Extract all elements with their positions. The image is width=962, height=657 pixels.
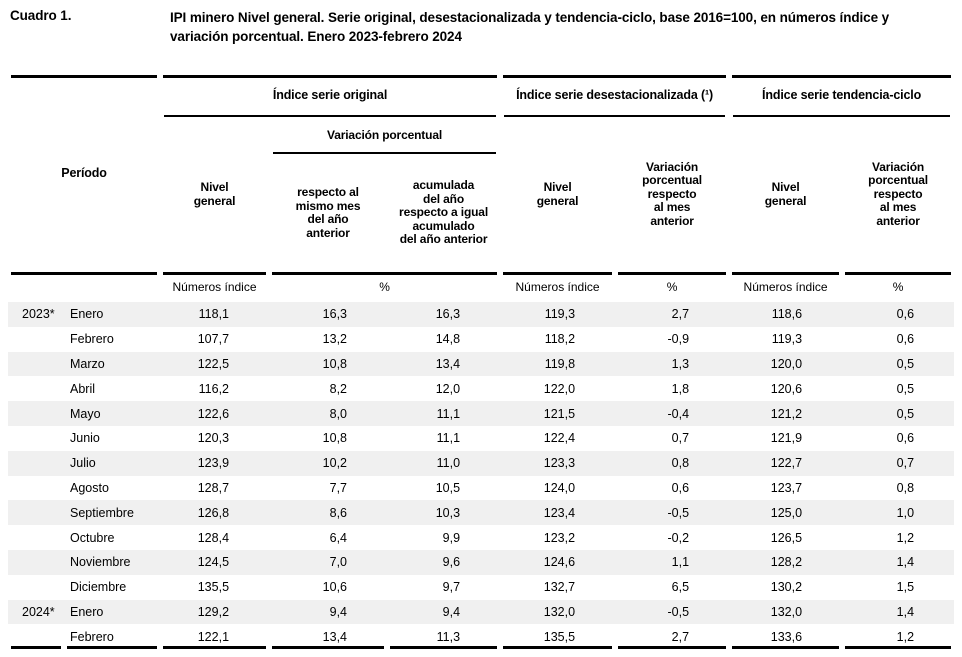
cell-value: -0,2 <box>667 530 690 545</box>
cell-value: 0,5 <box>896 381 915 396</box>
cell-value: 123,7 <box>770 480 803 495</box>
cell-value: 1,3 <box>671 356 690 371</box>
cell-value: 2,7 <box>615 624 729 649</box>
cell-value: 14,8 <box>435 332 461 347</box>
cell-value: 1,8 <box>671 381 690 396</box>
table-row <box>8 327 954 352</box>
cell-value: -0,5 <box>667 505 690 520</box>
cell-year <box>8 327 64 352</box>
cell-value: 124,6 <box>543 555 576 570</box>
units-empty-cell <box>8 272 160 302</box>
cell-value: 12,0 <box>435 381 461 396</box>
cell-value: 122,5 <box>197 356 230 371</box>
cell-value: 118,1 <box>198 307 230 322</box>
table-row <box>8 376 954 401</box>
table-number-label: Cuadro 1. <box>10 8 72 23</box>
table-row <box>8 624 954 649</box>
cell-value: 0,8 <box>896 480 915 495</box>
cell-year: 2023* <box>22 307 55 322</box>
cell-value: 121,5 <box>543 406 576 421</box>
cell-value: 121,9 <box>770 431 803 446</box>
cell-value: 123,9 <box>197 456 230 471</box>
table-row <box>8 302 954 327</box>
cell-value: 122,1 <box>160 624 269 649</box>
col-header-nivel-general-original: Nivel general <box>193 180 236 208</box>
cell-year <box>8 451 64 476</box>
col-header-nivel-general-desestacionalizada: Nivel general <box>536 180 579 208</box>
group-header-original: Índice serie original <box>160 75 500 117</box>
cell-value: 122,7 <box>770 456 803 471</box>
cell-month: Enero <box>70 604 104 619</box>
cell-value: 8,0 <box>329 406 348 421</box>
cell-year <box>8 376 64 401</box>
group-header-desestacionalizada: Índice serie desestacionalizada (¹) <box>500 75 729 117</box>
cell-value: 9,6 <box>442 555 461 570</box>
cell-year <box>8 500 64 525</box>
cell-year <box>8 575 64 600</box>
cell-value: 132,7 <box>543 580 576 595</box>
cell-value: 0,5 <box>896 406 915 421</box>
ipi-minero-table <box>8 75 954 649</box>
cell-value: 1,1 <box>671 555 690 570</box>
units-percent-desestacionalizada: % <box>615 272 729 302</box>
cell-month: Julio <box>70 456 96 471</box>
table-row <box>8 500 954 525</box>
cell-year <box>8 426 64 451</box>
cell-value: 133,6 <box>729 624 842 649</box>
cell-value: 0,6 <box>671 480 690 495</box>
cell-month: Septiembre <box>70 505 134 520</box>
cell-year <box>8 401 64 426</box>
cell-value: 10,3 <box>435 505 461 520</box>
table-title: IPI minero Nivel general. Serie original, desestacionalizada y tendencia-ciclo, base 2016=100, en números índice y variación porcentual. Enero 2023-febrero 2024 <box>170 10 890 44</box>
units-numeros-indice-desestacionalizada: Números índice <box>500 272 615 302</box>
cell-value: 0,6 <box>896 431 915 446</box>
cell-value: 120,0 <box>770 356 803 371</box>
cell-value: 119,3 <box>544 307 576 322</box>
group-header-tendencia: Índice serie tendencia-ciclo <box>729 75 954 117</box>
cell-year <box>8 352 64 377</box>
cell-value: 122,6 <box>197 406 230 421</box>
cell-value: 2,7 <box>671 307 690 322</box>
group-header-row <box>8 75 954 117</box>
cell-value: 10,2 <box>322 456 348 471</box>
col-header-variacion-tendencia: Variación porcentual respecto al mes anterior <box>868 159 928 228</box>
cell-month: Junio <box>70 431 100 446</box>
cell-value: 120,3 <box>197 431 230 446</box>
cell-year <box>8 550 64 575</box>
cell-month: Octubre <box>70 530 115 545</box>
table-row <box>8 600 954 625</box>
cell-value: 129,2 <box>197 604 230 619</box>
cell-value: 125,0 <box>770 505 803 520</box>
cell-month: Marzo <box>70 356 105 371</box>
cell-value: 126,5 <box>770 530 803 545</box>
units-numeros-indice-original: Números índice <box>160 272 269 302</box>
cell-value: 122,4 <box>543 431 576 446</box>
table-row <box>8 426 954 451</box>
cell-value: 126,8 <box>197 505 230 520</box>
cell-value: 123,4 <box>543 505 576 520</box>
cell-value: 135,5 <box>197 580 230 595</box>
cell-value: 1,2 <box>896 530 915 545</box>
cell-value: -0,9 <box>667 332 690 347</box>
cell-value: 121,2 <box>770 406 803 421</box>
units-percent-tendencia: % <box>842 272 954 302</box>
cell-value: 135,5 <box>500 624 615 649</box>
cell-value: 107,7 <box>197 332 230 347</box>
table-row <box>8 352 954 377</box>
cell-value: 10,8 <box>322 431 348 446</box>
cell-value: 9,4 <box>329 604 348 619</box>
cell-value: 128,2 <box>770 555 803 570</box>
cell-month: Mayo <box>70 406 101 421</box>
table-row <box>8 550 954 575</box>
cell-month: Noviembre <box>70 555 131 570</box>
cell-value: 0,5 <box>896 356 915 371</box>
cell-value: 122,0 <box>543 381 576 396</box>
cell-value: 16,3 <box>435 307 461 322</box>
cell-value: 13,4 <box>435 356 461 371</box>
cell-value: 128,4 <box>197 530 230 545</box>
cell-value: 123,3 <box>543 456 576 471</box>
col-header-nivel-general-tendencia: Nivel general <box>764 180 807 208</box>
cell-value: 1,5 <box>896 580 915 595</box>
cell-value: 10,6 <box>322 580 348 595</box>
cell-value: 7,0 <box>329 555 348 570</box>
cell-value: 132,0 <box>770 604 803 619</box>
cell-value: 1,0 <box>896 505 915 520</box>
cell-value: 6,5 <box>671 580 690 595</box>
cell-value: 119,3 <box>771 332 803 347</box>
cell-value: 1,4 <box>896 604 915 619</box>
cell-value: 11,1 <box>436 406 461 421</box>
cell-value: 123,2 <box>543 530 576 545</box>
cell-month: Febrero <box>64 624 160 649</box>
cell-month: Diciembre <box>70 580 127 595</box>
table-row <box>8 525 954 550</box>
units-percent-original: % <box>269 272 500 302</box>
cell-month: Febrero <box>70 332 114 347</box>
cell-value: 1,4 <box>896 555 915 570</box>
table-body <box>8 302 954 649</box>
col-header-acumulada: acumulada del año respecto a igual acumulado del año anterior <box>399 178 489 247</box>
units-numeros-indice-tendencia: Números índice <box>729 272 842 302</box>
cell-value: 0,6 <box>896 332 915 347</box>
cell-value: 9,7 <box>442 580 461 595</box>
cell-value: 0,6 <box>896 307 915 322</box>
cell-value: 11,1 <box>436 431 461 446</box>
units-row <box>8 272 954 302</box>
cell-value: 130,2 <box>770 580 803 595</box>
cell-value: 8,2 <box>329 381 348 396</box>
cell-value: 13,2 <box>322 332 348 347</box>
table-row <box>8 451 954 476</box>
col-header-variacion-desestacionalizada: Variación porcentual respecto al mes anterior <box>642 159 702 228</box>
cell-value: 16,3 <box>322 307 348 322</box>
cell-year <box>8 624 64 649</box>
cell-value: 132,0 <box>543 604 576 619</box>
cell-value: 9,9 <box>442 530 461 545</box>
cell-value: 6,4 <box>329 530 348 545</box>
cell-value: -0,5 <box>667 604 690 619</box>
table-row <box>8 476 954 501</box>
cell-year <box>8 525 64 550</box>
subgroup-header-variacion-porcentual: Variación porcentual <box>269 117 500 154</box>
cell-value: 9,4 <box>442 604 461 619</box>
cell-value: 11,3 <box>387 624 500 649</box>
cell-value: 0,8 <box>671 456 690 471</box>
cell-value: 124,5 <box>197 555 230 570</box>
cell-year: 2024* <box>22 604 55 619</box>
table-row <box>8 401 954 426</box>
period-header: Período <box>8 75 160 272</box>
table-row <box>8 575 954 600</box>
table-caption <box>0 0 962 46</box>
cell-value: 10,5 <box>435 480 461 495</box>
cell-month: Abril <box>70 381 96 396</box>
cell-value: -0,4 <box>667 406 690 421</box>
col-header-respecto-mismo-mes: respecto al mismo mes del año anterior <box>295 185 361 240</box>
cell-year <box>8 476 64 501</box>
cell-value: 7,7 <box>329 480 348 495</box>
cell-value: 8,6 <box>329 505 348 520</box>
cell-value: 118,6 <box>771 307 803 322</box>
cell-value: 116,2 <box>198 381 230 396</box>
cell-value: 124,0 <box>543 480 576 495</box>
cell-value: 119,8 <box>544 356 576 371</box>
cell-value: 1,2 <box>842 624 954 649</box>
cell-month: Enero <box>70 307 104 322</box>
cell-value: 120,6 <box>770 381 803 396</box>
cell-value: 10,8 <box>322 356 348 371</box>
cell-value: 0,7 <box>896 456 915 471</box>
cell-value: 118,2 <box>544 332 576 347</box>
cell-value: 11,0 <box>436 456 461 471</box>
cell-value: 128,7 <box>197 480 230 495</box>
cell-value: 13,4 <box>269 624 387 649</box>
cell-month: Agosto <box>70 480 109 495</box>
cell-value: 0,7 <box>671 431 690 446</box>
